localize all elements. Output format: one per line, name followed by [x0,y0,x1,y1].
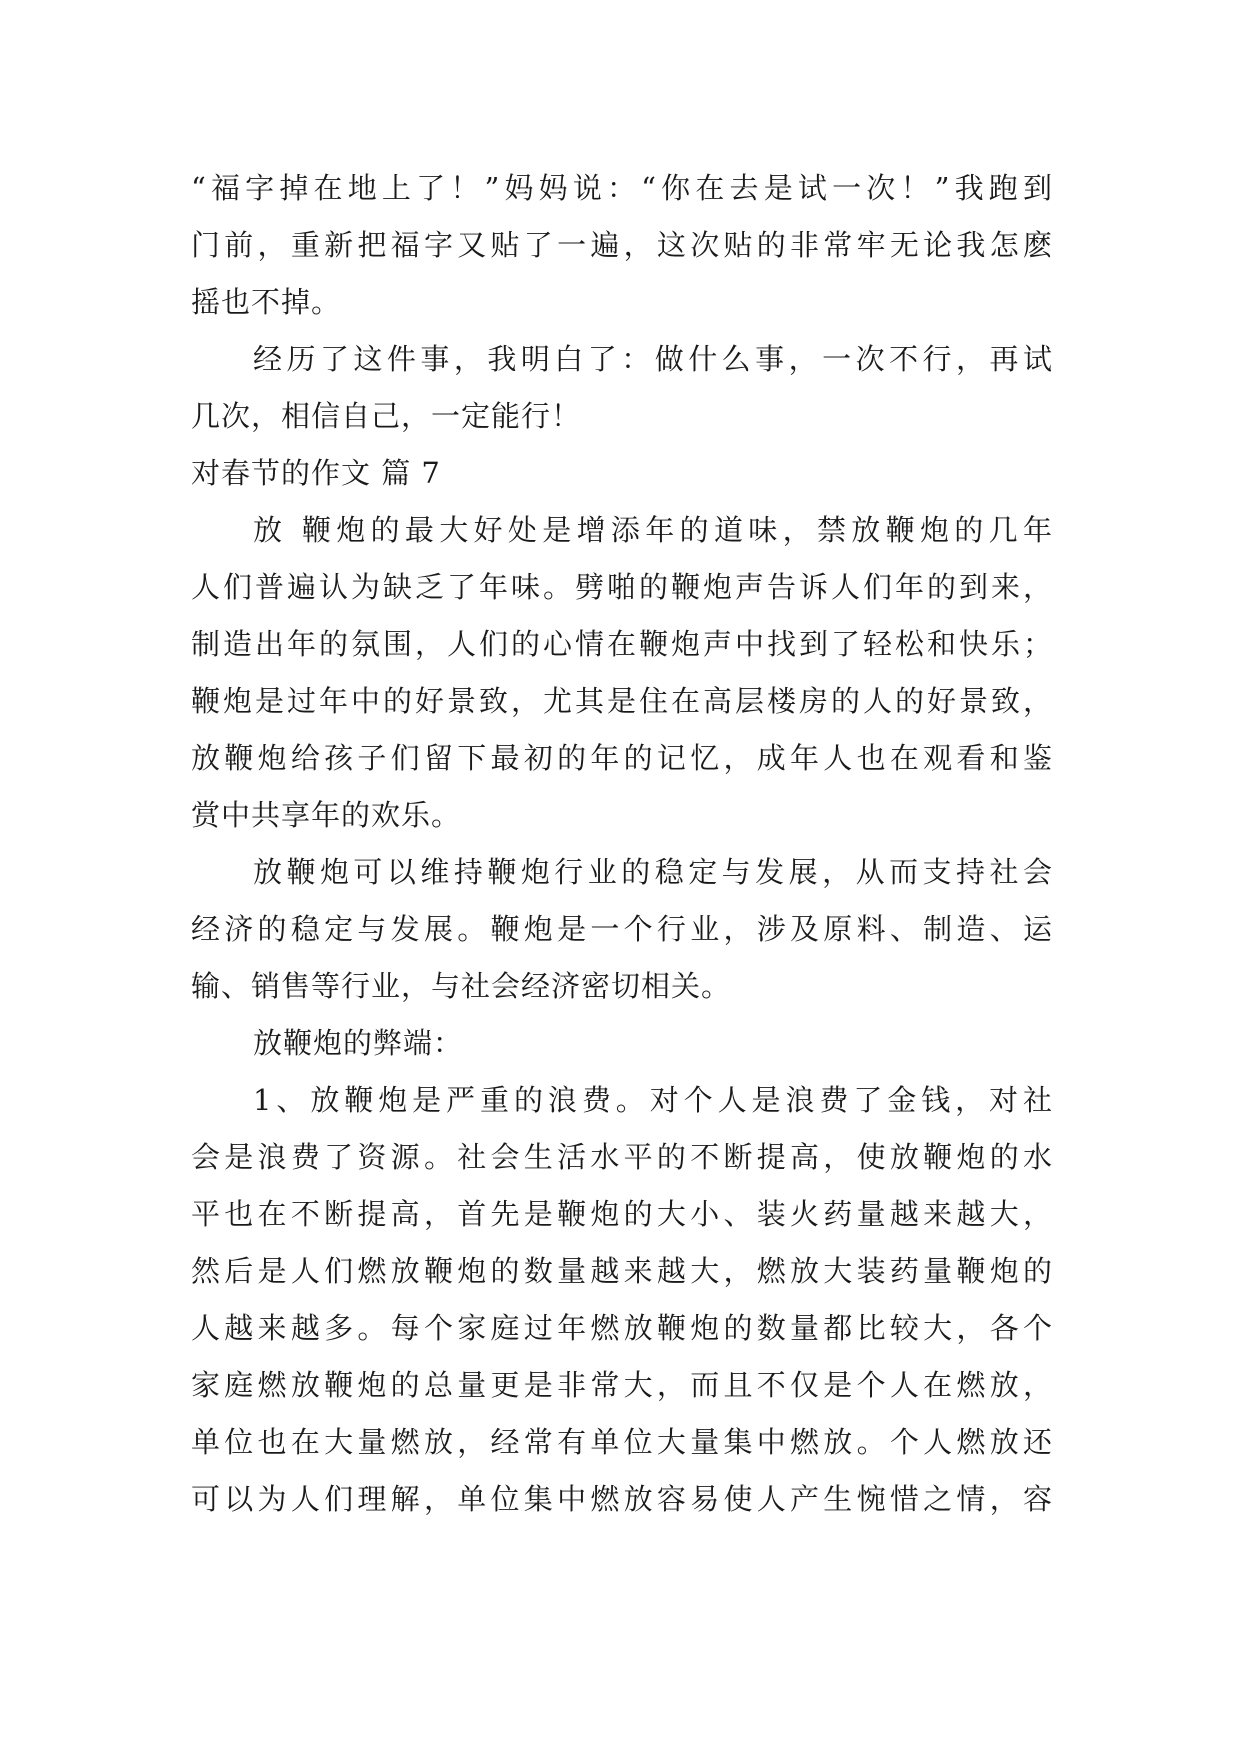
text-line: 放鞭炮的弊端： [253,1026,464,1060]
text-line: “福字掉在地上了！”妈妈说：“你在去是试一次！”我跑到 [191,171,1053,205]
text-line: 放鞭炮可以维持鞭炮行业的稳定与发展，从而支持社会 [253,855,1053,889]
text-line: 摇也不掉。 [191,285,342,319]
text-line: 制造出年的氛围，人们的心情在鞭炮声中找到了轻松和快乐； [191,627,1053,661]
text-line: 门前，重新把福字又贴了一遍，这次贴的非常牢无论我怎麽 [191,228,1053,262]
text-line: 家庭燃放鞭炮的总量更是非常大，而且不仅是个人在燃放， [191,1368,1053,1402]
text-line: 人们普遍认为缺乏了年味。劈啪的鞭炮声告诉人们年的到来， [191,570,1053,604]
text-line: 人越来越多。每个家庭过年燃放鞭炮的数量都比较大，各个 [191,1311,1053,1345]
section-heading: 对春节的作文 篇 7 [191,456,441,490]
text-line: 然后是人们燃放鞭炮的数量越来越大，燃放大装药量鞭炮的 [191,1254,1053,1288]
text-line: 1、放鞭炮是严重的浪费。对个人是浪费了金钱，对社 [253,1083,1053,1117]
text-line: 单位也在大量燃放，经常有单位大量集中燃放。个人燃放还 [191,1425,1053,1459]
text-line: 平也在不断提高，首先是鞭炮的大小、装火药量越来越大， [191,1197,1053,1231]
text-line: 鞭炮是过年中的好景致，尤其是住在高层楼房的人的好景致， [191,684,1053,718]
text-line: 会是浪费了资源。社会生活水平的不断提高，使放鞭炮的水 [191,1140,1053,1174]
text-line: 放 鞭炮的最大好处是增添年的道味，禁放鞭炮的几年 [253,513,1053,547]
text-line: 经济的稳定与发展。鞭炮是一个行业，涉及原料、制造、运 [191,912,1053,946]
text-line: 赏中共享年的欢乐。 [191,798,462,832]
text-line: 可以为人们理解，单位集中燃放容易使人产生惋惜之情，容 [191,1482,1053,1516]
text-line: 几次，相信自己，一定能行！ [191,399,582,433]
text-line: 经历了这件事，我明白了：做什么事，一次不行，再试 [253,342,1053,376]
text-line: 放鞭炮给孩子们留下最初的年的记忆，成年人也在观看和鉴 [191,741,1053,775]
text-line: 输、销售等行业，与社会经济密切相关。 [191,969,732,1003]
document-page [191,160,1053,1528]
